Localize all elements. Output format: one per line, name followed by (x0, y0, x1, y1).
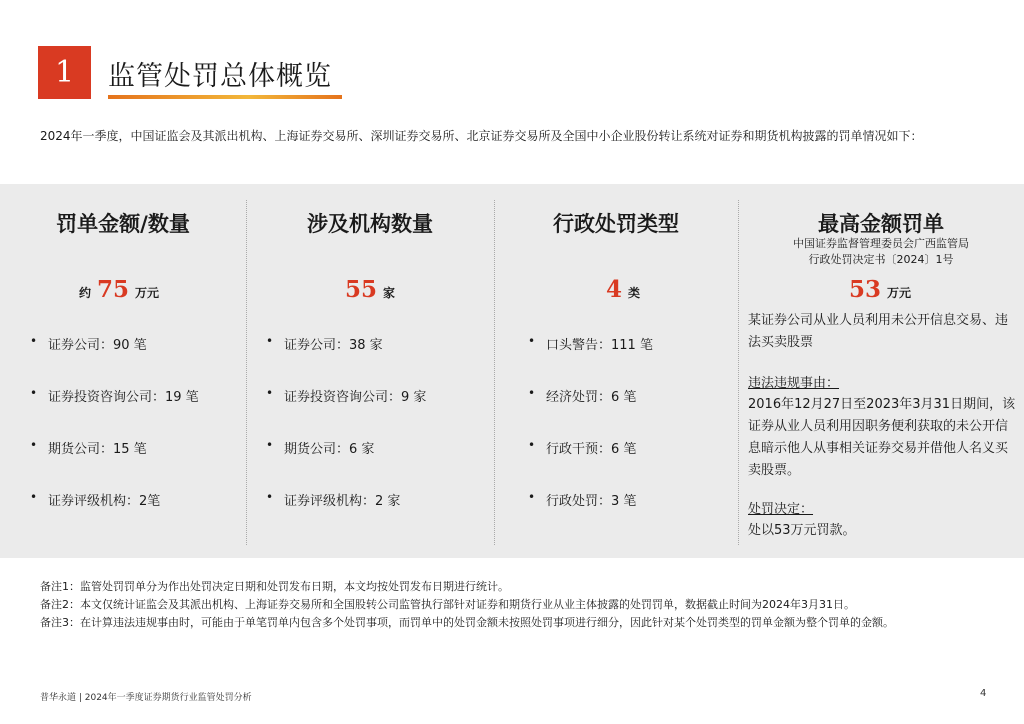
stat-unit: 万元 (887, 286, 912, 300)
stat-value: 4 (605, 276, 622, 303)
bullet-list (266, 334, 494, 542)
list-item: • 经济处罚：6 笔 (528, 386, 738, 438)
column-penalty-amount (0, 184, 246, 558)
decision-issuer: 中国证券监督管理委员会广西监管局 (793, 237, 969, 250)
column-penalty-type (494, 184, 738, 558)
stat-value: 53 (848, 276, 881, 303)
footnote: 备注3：在计算违法违规事由时，可能由于单笔罚单内包含多个处罚事项，而罚单中的处罚金额未按照处罚事项进行细分，因此针对某个处罚类型的罚单金额为整个罚单的金额。 (40, 616, 894, 629)
list-item: • 行政处罚：3 笔 (528, 490, 738, 542)
stat-value: 55 (344, 276, 377, 303)
column-heading: 最高金额罚单 (818, 212, 944, 236)
list-item: • 口头警告：111 笔 (528, 334, 738, 386)
decision-text: 处以53万元罚款。 (748, 523, 856, 538)
list-item: • 证券评级机构：2笔 (30, 490, 246, 542)
list-item: • 期货公司：15 笔 (30, 438, 246, 490)
stat-row (0, 276, 246, 303)
footnote: 备注1：监管处罚罚单分为作出处罚决定日期和处罚发布日期，本文均按处罚发布日期进行统计。 (40, 580, 509, 593)
decision-label: 处罚决定： (748, 502, 814, 517)
bullet-list (528, 334, 738, 542)
stat-unit: 万元 (135, 286, 160, 300)
title-underline (108, 95, 342, 99)
decision-number: 行政处罚决定书〔2024〕1号 (808, 253, 954, 266)
stat-prefix: 约 (78, 286, 91, 300)
column-highest-penalty (738, 184, 1024, 558)
bullet-list (30, 334, 246, 542)
stat-unit: 家 (383, 286, 396, 300)
list-item: • 期货公司：6 家 (266, 438, 494, 490)
column-heading: 行政处罚类型 (553, 212, 679, 236)
stat-row (730, 276, 1024, 303)
intro-paragraph: 2024年一季度，中国证监会及其派出机构、上海证券交易所、深圳证券交易所、北京证券交易所及全国中小企业股份转让系统对证券和期货机构披露的罚单情况如下： (40, 129, 923, 143)
list-item: • 证券评级机构：2 家 (266, 490, 494, 542)
page-title: 监管处罚总体概览 (108, 61, 332, 92)
footer-source: 普华永道 | 2024年一季度证券期货行业监管处罚分析 (40, 693, 252, 703)
list-item: • 证券公司：90 笔 (30, 334, 246, 386)
case-summary: 某证券公司从业人员利用未公开信息交易、违法买卖股票 (748, 313, 1009, 350)
stat-row (502, 276, 738, 303)
reason-text: 2016年12月27日至2023年3月31日期间，该证券从业人员利用因职务便利获取的未公开信息暗示他人从事相关证券交易并借他人名义买卖股票。 (748, 397, 1016, 478)
list-item: • 证券投资咨询公司：9 家 (266, 386, 494, 438)
page-number: 4 (980, 688, 987, 699)
list-item: • 证券公司：38 家 (266, 334, 494, 386)
section-number-badge: 1 (38, 46, 91, 99)
list-item: • 行政干预：6 笔 (528, 438, 738, 490)
column-heading: 涉及机构数量 (307, 212, 433, 236)
list-item: • 证券投资咨询公司：19 笔 (30, 386, 246, 438)
column-institution-count (246, 184, 494, 558)
reason-label: 违法违规事由： (748, 376, 840, 391)
column-heading: 罚单金额/数量 (56, 212, 190, 236)
footnote: 备注2：本文仅统计证监会及其派出机构、上海证券交易所和全国股转公司监管执行部针对证券和期货行业从业主体披露的处罚罚单，数据截止时间为2024年3月31日。 (40, 598, 855, 611)
footnotes (40, 578, 894, 632)
stat-row (240, 276, 494, 303)
stat-value: 75 (96, 276, 129, 303)
stat-unit: 类 (628, 286, 641, 300)
